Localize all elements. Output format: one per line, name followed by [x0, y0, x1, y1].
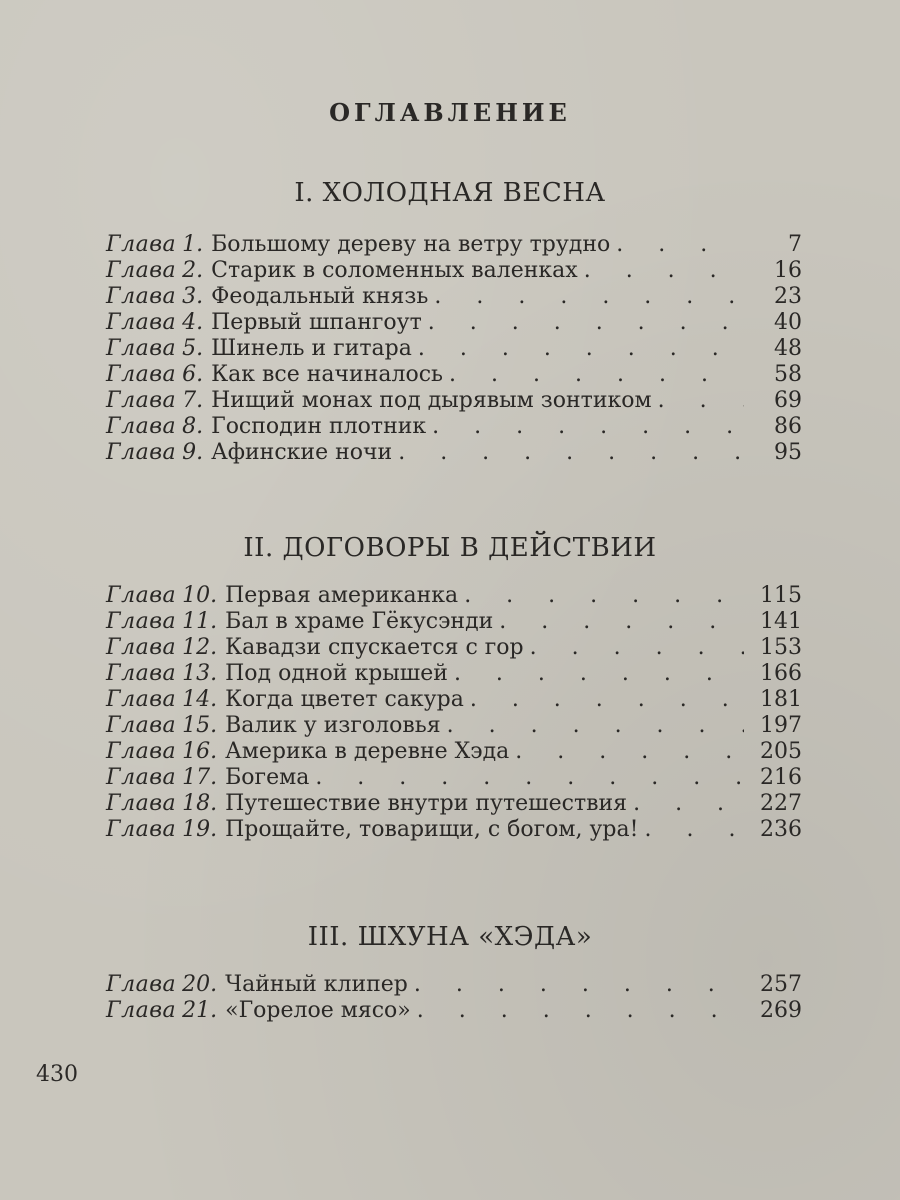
chapter-number: 13. [182, 661, 218, 686]
chapter-page: 236 [760, 817, 802, 842]
chapter-title: «Горелое мясо» [225, 998, 411, 1023]
chapter-label: Глава [106, 998, 177, 1023]
chapter-number: 11. [182, 609, 218, 634]
chapter-title: Бал в храме Гёкусэнди [225, 609, 494, 634]
toc-entry [106, 998, 802, 1024]
chapter-number: 16. [182, 739, 218, 764]
chapter-page: 86 [774, 414, 802, 439]
chapter-title: Кавадзи спускается с гор [225, 635, 524, 660]
chapter-title: Богема [225, 765, 310, 790]
chapter-number: 15. [182, 713, 218, 738]
dot-leader [499, 609, 744, 635]
chapter-label: Глава [106, 232, 177, 257]
toc-entry [106, 739, 802, 765]
chapter-page: 227 [760, 791, 802, 816]
chapter-number: 14. [182, 687, 218, 712]
chapter-label: Глава [106, 661, 177, 686]
chapter-title: Под одной крышей [225, 661, 448, 686]
chapter-number: 4. [182, 310, 204, 335]
toc-entry [106, 791, 802, 817]
chapter-page: 7 [788, 232, 802, 257]
toc-entry [106, 713, 802, 739]
part-3-title: III. ШХУНА «ХЭДА» [307, 922, 593, 952]
chapter-page: 16 [774, 258, 802, 283]
chapter-label: Глава [106, 791, 177, 816]
toc-entry [106, 817, 802, 843]
dot-leader [530, 635, 744, 661]
chapter-number: 20. [182, 972, 218, 997]
toc-entry [106, 388, 802, 414]
chapter-number: 17. [182, 765, 218, 790]
dot-leader [454, 661, 744, 687]
chapter-title: Нищий монах под дырявым зонтиком [211, 388, 652, 413]
chapter-number: 6. [182, 362, 204, 387]
chapter-title: Америка в деревне Хэда [225, 739, 510, 764]
chapter-label: Глава [106, 713, 177, 738]
toc-entry [106, 635, 802, 661]
chapter-title: Прощайте, товарищи, с богом, ура! [225, 817, 639, 842]
chapter-title: Первый шпангоут [211, 310, 422, 335]
chapter-title: Путешествие внутри путешествия [225, 791, 628, 816]
chapter-page: 269 [760, 998, 802, 1023]
chapter-page: 216 [760, 765, 802, 790]
chapter-page: 153 [760, 635, 802, 660]
dot-leader [414, 972, 744, 998]
toc-heading: ОГЛАВЛЕНИЕ [329, 98, 571, 127]
dot-leader [315, 765, 744, 791]
dot-leader [398, 440, 744, 466]
toc-entry [106, 583, 802, 609]
part-1-title: I. ХОЛОДНАЯ ВЕСНА [294, 178, 606, 208]
chapter-title: Первая американка [225, 583, 459, 608]
chapter-number: 2. [182, 258, 204, 283]
chapter-page: 115 [760, 583, 802, 608]
chapter-title: Как все начиналось [211, 362, 444, 387]
dot-leader [616, 232, 744, 258]
chapter-number: 3. [182, 284, 204, 309]
toc-entry [106, 765, 802, 791]
chapter-label: Глава [106, 258, 177, 283]
chapter-number: 5. [182, 336, 204, 361]
chapter-page: 23 [774, 284, 802, 309]
toc-entry [106, 972, 802, 998]
toc-entry [106, 232, 802, 258]
dot-leader [432, 414, 744, 440]
chapter-title: Феодальный князь [211, 284, 429, 309]
chapter-number: 18. [182, 791, 218, 816]
chapter-label: Глава [106, 817, 177, 842]
part-3-chapter-list [106, 972, 802, 1024]
chapter-number: 12. [182, 635, 218, 660]
toc-entry [106, 310, 802, 336]
part-1-chapter-list [106, 232, 802, 466]
chapter-label: Глава [106, 336, 177, 361]
chapter-number: 21. [182, 998, 218, 1023]
chapter-page: 69 [774, 388, 802, 413]
chapter-label: Глава [106, 687, 177, 712]
toc-entry [106, 414, 802, 440]
toc-entry [106, 609, 802, 635]
chapter-label: Глава [106, 739, 177, 764]
dot-leader [584, 258, 744, 284]
chapter-number: 19. [182, 817, 218, 842]
chapter-label: Глава [106, 635, 177, 660]
chapter-label: Глава [106, 440, 177, 465]
dot-leader [633, 791, 744, 817]
dot-leader [515, 739, 744, 765]
chapter-label: Глава [106, 583, 177, 608]
chapter-label: Глава [106, 310, 177, 335]
chapter-title: Афинские ночи [211, 440, 393, 465]
chapter-number: 10. [182, 583, 218, 608]
chapter-label: Глава [106, 609, 177, 634]
chapter-label: Глава [106, 362, 177, 387]
dot-leader [470, 687, 744, 713]
chapter-label: Глава [106, 972, 177, 997]
chapter-title: Валик у изголовья [225, 713, 441, 738]
chapter-title: Господин плотник [211, 414, 427, 439]
chapter-label: Глава [106, 388, 177, 413]
chapter-page: 205 [760, 739, 802, 764]
dot-leader [447, 713, 744, 739]
dot-leader [449, 362, 744, 388]
dot-leader [428, 310, 744, 336]
chapter-title: Когда цветет сакура [225, 687, 464, 712]
chapter-page: 181 [760, 687, 802, 712]
chapter-label: Глава [106, 765, 177, 790]
toc-entry [106, 440, 802, 466]
chapter-page: 141 [760, 609, 802, 634]
chapter-number: 7. [182, 388, 204, 413]
chapter-page: 166 [760, 661, 802, 686]
dot-leader [434, 284, 744, 310]
page-number: 430 [36, 1062, 78, 1087]
chapter-page: 257 [760, 972, 802, 997]
chapter-number: 1. [182, 232, 204, 257]
toc-entry [106, 336, 802, 362]
chapter-label: Глава [106, 414, 177, 439]
part-2-chapter-list [106, 583, 802, 843]
toc-entry [106, 362, 802, 388]
chapter-title: Чайный клипер [225, 972, 408, 997]
part-2-title: II. ДОГОВОРЫ В ДЕЙСТВИИ [243, 533, 657, 563]
dot-leader [658, 388, 744, 414]
dot-leader [644, 817, 744, 843]
dot-leader [464, 583, 744, 609]
chapter-page: 95 [774, 440, 802, 465]
chapter-title: Большому дереву на ветру трудно [211, 232, 611, 257]
toc-entry [106, 661, 802, 687]
chapter-page: 48 [774, 336, 802, 361]
chapter-number: 9. [182, 440, 204, 465]
chapter-label: Глава [106, 284, 177, 309]
chapter-number: 8. [182, 414, 204, 439]
dot-leader [417, 998, 744, 1024]
chapter-page: 58 [774, 362, 802, 387]
chapter-title: Старик в соломенных валенках [211, 258, 578, 283]
toc-entry [106, 284, 802, 310]
chapter-page: 40 [774, 310, 802, 335]
chapter-page: 197 [760, 713, 802, 738]
dot-leader [418, 336, 744, 362]
toc-entry [106, 687, 802, 713]
toc-entry [106, 258, 802, 284]
chapter-title: Шинель и гитара [211, 336, 412, 361]
